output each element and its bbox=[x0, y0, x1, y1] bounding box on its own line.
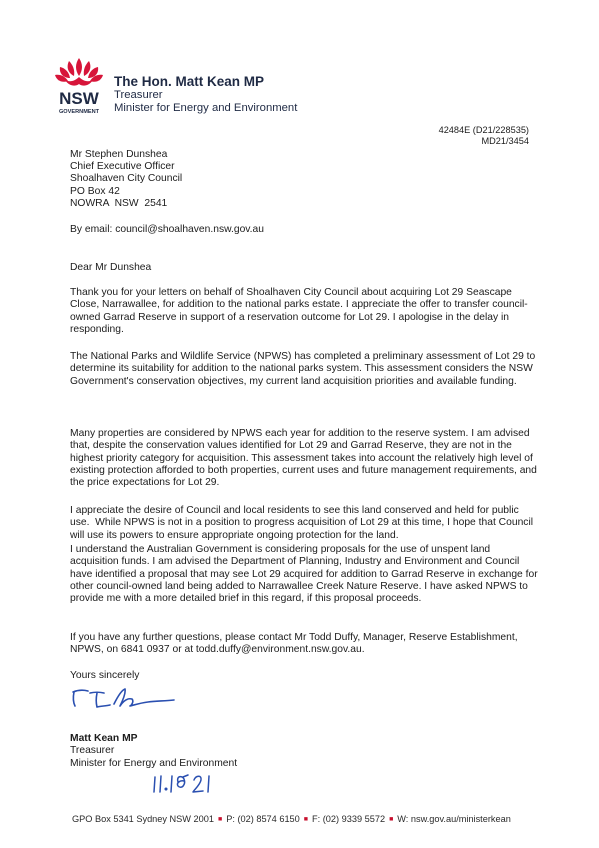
signatory-role-energy: Minister for Energy and Environment bbox=[70, 757, 238, 769]
footer-phone: P: (02) 8574 6150 bbox=[226, 814, 300, 824]
body-paragraph: I understand the Australian Government is considering proposals for the use of unspent land acquisition funds. I am advised the Department of Planning, Industry and Environment and Council have identified a proposal that may see Lot 29 acquired for addition to Garrad Reserve in exchange for other council-owned land being added to Narrawallee Creek Nature Reserve. I have asked NPWS to provide me with a more detailed brief in this regard, if this proposal proceeds. bbox=[70, 544, 538, 605]
minister-role-treasurer: Treasurer bbox=[114, 89, 163, 101]
handwritten-signature bbox=[70, 684, 180, 712]
footer-separator: ■ bbox=[217, 816, 223, 823]
recipient-name: Mr Stephen Dunshea bbox=[70, 149, 168, 160]
recipient-title: Chief Executive Officer bbox=[70, 161, 175, 173]
recipient-po-box: PO Box 42 bbox=[70, 185, 120, 197]
body-paragraph: Thank you for your letters on behalf of Shoalhaven City Council about acquiring Lot 29 Seascape Close, Narrawallee, for addition to the national parks estate. I appreciate the offer to transfer council-owned Garrad Reserve in support of a reservation outcome for Lot 29. I apologise in the delay in responding. bbox=[70, 287, 528, 335]
footer-separator: ■ bbox=[303, 816, 309, 823]
signatory-role-treasurer: Treasurer bbox=[70, 745, 115, 757]
reference-line-1: 42484E (D21/228535) bbox=[438, 125, 529, 135]
salutation: Dear Mr Dunshea bbox=[70, 262, 152, 273]
footer-separator: ■ bbox=[389, 816, 394, 823]
minister-role-energy: Minister for Energy and Environment bbox=[114, 102, 298, 114]
reference-line-2: MD21/3454 bbox=[481, 136, 529, 146]
signatory-name: Matt Kean MP bbox=[70, 733, 138, 744]
footer bbox=[72, 814, 511, 824]
footer-web: W: nsw.gov.au/ministerkean bbox=[397, 814, 511, 824]
handwritten-date bbox=[152, 772, 224, 796]
signature-block bbox=[70, 733, 237, 770]
body-paragraph: Many properties are considered by NPWS each year for addition to the reserve system. I am advised that, despite the conservation values identified for Lot 29 and Garrad Reserve, they are not in the highest priority category for acquisition. This assessment takes into account the relatively high level of existing protection afforded to both properties, current uses and future management requirements, and the price expectations for Lot 29. bbox=[70, 428, 537, 489]
email-line: By email: council@shoalhaven.nsw.gov.au bbox=[70, 224, 264, 235]
letterhead-text bbox=[114, 74, 297, 115]
recipient-organisation: Shoalhaven City Council bbox=[70, 173, 183, 185]
minister-name: The Hon. Matt Kean MP bbox=[114, 74, 265, 89]
body-paragraph: The National Parks and Wildlife Service (NPWS) has completed a preliminary assessment of Lot 29 to determine its suitability for addition to the national parks system. This assessment considers the NSW Government's conservation objectives, my current land acquisition priorities and available funding. bbox=[70, 351, 536, 387]
logo-wordmark: NSW bbox=[59, 89, 99, 108]
recipient-locality: NOWRA NSW 2541 bbox=[70, 197, 168, 209]
recipient-address bbox=[70, 149, 182, 210]
closing: Yours sincerely bbox=[70, 670, 140, 681]
footer-fax: F: (02) 9339 5572 bbox=[312, 814, 386, 824]
nsw-government-logo bbox=[51, 56, 107, 118]
body-paragraph: If you have any further questions, please contact Mr Todd Duffy, Manager, Reserve Establishment, NPWS, on 6841 0937 or at todd.duffy@environment.nsw.gov.au. bbox=[70, 632, 518, 656]
body-paragraph: I appreciate the desire of Council and local residents to see this land conserved and held for public use. While NPWS is not in a position to progress acquisition of Lot 29 at this time, I hope that Council will use its powers to ensure appropriate ongoing protection for the land. bbox=[70, 505, 536, 541]
logo-subtext: GOVERNMENT bbox=[58, 109, 100, 115]
footer-address: GPO Box 5341 Sydney NSW 2001 bbox=[72, 814, 214, 824]
reference-numbers bbox=[439, 125, 529, 147]
